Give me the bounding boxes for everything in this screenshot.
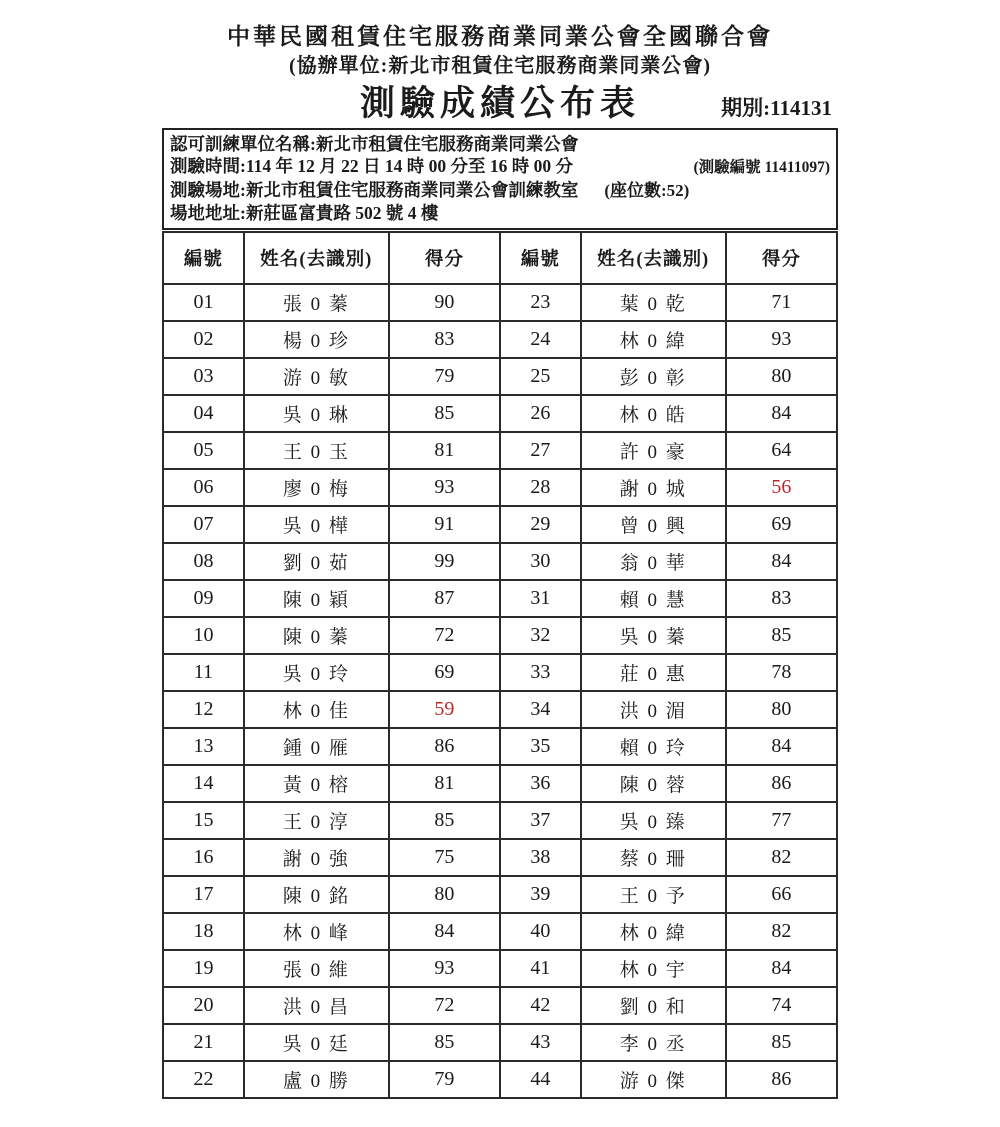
table-row xyxy=(163,580,837,617)
score-cell: 85 xyxy=(389,395,500,432)
seat-number-cell: 07 xyxy=(163,506,244,543)
seat-number-cell: 25 xyxy=(500,358,581,395)
candidate-name-cell: 林 0 宇 xyxy=(581,950,726,987)
candidate-name-cell: 吳 0 玲 xyxy=(244,654,389,691)
training-unit-text: 認可訓練單位名稱:新北市租賃住宅服務商業同業公會 xyxy=(170,134,579,154)
seat-count-note: (座位數:52) xyxy=(604,181,690,200)
table-row xyxy=(163,691,837,728)
seat-number-cell: 23 xyxy=(500,284,581,321)
score-cell: 82 xyxy=(726,913,837,950)
seat-number-cell: 38 xyxy=(500,839,581,876)
seat-number-cell: 32 xyxy=(500,617,581,654)
table-row xyxy=(163,728,837,765)
table-row xyxy=(163,1061,837,1098)
info-line-exam-time xyxy=(170,155,830,179)
score-cell: 85 xyxy=(726,1024,837,1061)
exam-number-note: (測驗編號 11411097) xyxy=(693,159,830,176)
seat-number-cell: 42 xyxy=(500,987,581,1024)
score-cell: 80 xyxy=(726,691,837,728)
seat-number-cell: 16 xyxy=(163,839,244,876)
candidate-name-cell: 楊 0 珍 xyxy=(244,321,389,358)
candidate-name-cell: 林 0 峰 xyxy=(244,913,389,950)
table-row xyxy=(163,432,837,469)
score-cell: 80 xyxy=(726,358,837,395)
candidate-name-cell: 謝 0 強 xyxy=(244,839,389,876)
seat-number-cell: 35 xyxy=(500,728,581,765)
table-row xyxy=(163,913,837,950)
seat-number-cell: 34 xyxy=(500,691,581,728)
table-row xyxy=(163,321,837,358)
candidate-name-cell: 吳 0 琳 xyxy=(244,395,389,432)
score-cell: 56 xyxy=(726,469,837,506)
candidate-name-cell: 鍾 0 雁 xyxy=(244,728,389,765)
seat-number-cell: 01 xyxy=(163,284,244,321)
score-cell: 64 xyxy=(726,432,837,469)
candidate-name-cell: 游 0 敏 xyxy=(244,358,389,395)
seat-number-cell: 18 xyxy=(163,913,244,950)
candidate-name-cell: 彭 0 彰 xyxy=(581,358,726,395)
seat-number-cell: 27 xyxy=(500,432,581,469)
seat-number-cell: 09 xyxy=(163,580,244,617)
score-cell: 59 xyxy=(389,691,500,728)
co-organizer-line: (協辦單位:新北市租賃住宅服務商業同業公會) xyxy=(289,55,711,77)
candidate-name-cell: 游 0 傑 xyxy=(581,1061,726,1098)
candidate-name-cell: 劉 0 和 xyxy=(581,987,726,1024)
score-cell: 84 xyxy=(726,395,837,432)
candidate-name-cell: 王 0 淳 xyxy=(244,802,389,839)
candidate-name-cell: 吳 0 臻 xyxy=(581,802,726,839)
score-cell: 72 xyxy=(389,987,500,1024)
score-cell: 85 xyxy=(389,802,500,839)
seat-number-cell: 22 xyxy=(163,1061,244,1098)
score-cell: 84 xyxy=(726,728,837,765)
score-cell: 84 xyxy=(726,950,837,987)
candidate-name-cell: 陳 0 穎 xyxy=(244,580,389,617)
candidate-name-cell: 葉 0 乾 xyxy=(581,284,726,321)
table-row xyxy=(163,876,837,913)
candidate-name-cell: 賴 0 玲 xyxy=(581,728,726,765)
candidate-name-cell: 蔡 0 珊 xyxy=(581,839,726,876)
table-row xyxy=(163,654,837,691)
score-cell: 86 xyxy=(726,1061,837,1098)
score-cell: 77 xyxy=(726,802,837,839)
candidate-name-cell: 吳 0 廷 xyxy=(244,1024,389,1061)
seat-number-cell: 08 xyxy=(163,543,244,580)
score-cell: 91 xyxy=(389,506,500,543)
seat-number-cell: 15 xyxy=(163,802,244,839)
table-row xyxy=(163,1024,837,1061)
score-cell: 78 xyxy=(726,654,837,691)
table-row xyxy=(163,987,837,1024)
score-cell: 93 xyxy=(389,950,500,987)
score-cell: 90 xyxy=(389,284,500,321)
seat-number-cell: 43 xyxy=(500,1024,581,1061)
candidate-name-cell: 翁 0 華 xyxy=(581,543,726,580)
score-cell: 81 xyxy=(389,432,500,469)
score-cell: 66 xyxy=(726,876,837,913)
candidate-name-cell: 盧 0 勝 xyxy=(244,1061,389,1098)
exam-info-box xyxy=(162,128,838,230)
seat-number-cell: 28 xyxy=(500,469,581,506)
table-row xyxy=(163,765,837,802)
score-cell: 69 xyxy=(389,654,500,691)
title-row xyxy=(162,82,838,126)
col-header-score: 得分 xyxy=(389,232,500,284)
period-label: 期別:114131 xyxy=(721,96,832,120)
score-cell: 80 xyxy=(389,876,500,913)
table-row xyxy=(163,617,837,654)
score-cell: 83 xyxy=(389,321,500,358)
col-header-number: 編號 xyxy=(163,232,244,284)
page-title: 測驗成績公布表 xyxy=(359,84,640,123)
seat-number-cell: 05 xyxy=(163,432,244,469)
info-line-exam-venue xyxy=(170,179,830,202)
score-cell: 81 xyxy=(389,765,500,802)
seat-number-cell: 33 xyxy=(500,654,581,691)
table-row xyxy=(163,506,837,543)
table-row xyxy=(163,950,837,987)
table-row xyxy=(163,802,837,839)
organization-title: 中華民國租賃住宅服務商業同業公會全國聯合會 xyxy=(227,24,773,49)
score-cell: 85 xyxy=(726,617,837,654)
candidate-name-cell: 莊 0 惠 xyxy=(581,654,726,691)
candidate-name-cell: 林 0 緯 xyxy=(581,913,726,950)
candidate-name-cell: 王 0 予 xyxy=(581,876,726,913)
table-row xyxy=(163,395,837,432)
seat-number-cell: 44 xyxy=(500,1061,581,1098)
score-table xyxy=(162,231,838,1099)
seat-number-cell: 41 xyxy=(500,950,581,987)
table-row xyxy=(163,284,837,321)
col-header-name: 姓名(去識別) xyxy=(244,232,389,284)
info-line-venue-address xyxy=(170,202,830,224)
candidate-name-cell: 張 0 蓁 xyxy=(244,284,389,321)
seat-number-cell: 06 xyxy=(163,469,244,506)
table-row xyxy=(163,543,837,580)
seat-number-cell: 31 xyxy=(500,580,581,617)
score-cell: 75 xyxy=(389,839,500,876)
score-cell: 84 xyxy=(389,913,500,950)
score-cell: 74 xyxy=(726,987,837,1024)
candidate-name-cell: 劉 0 茹 xyxy=(244,543,389,580)
candidate-name-cell: 吳 0 蓁 xyxy=(581,617,726,654)
score-cell: 85 xyxy=(389,1024,500,1061)
col-header-score: 得分 xyxy=(726,232,837,284)
exam-venue-text: 測驗場地:新北市租賃住宅服務商業同業公會訓練教室 xyxy=(170,180,579,200)
score-cell: 87 xyxy=(389,580,500,617)
candidate-name-cell: 謝 0 城 xyxy=(581,469,726,506)
seat-number-cell: 03 xyxy=(163,358,244,395)
seat-number-cell: 20 xyxy=(163,987,244,1024)
score-cell: 93 xyxy=(726,321,837,358)
candidate-name-cell: 吳 0 樺 xyxy=(244,506,389,543)
candidate-name-cell: 許 0 豪 xyxy=(581,432,726,469)
candidate-name-cell: 張 0 維 xyxy=(244,950,389,987)
seat-number-cell: 12 xyxy=(163,691,244,728)
seat-number-cell: 17 xyxy=(163,876,244,913)
col-header-name: 姓名(去識別) xyxy=(581,232,726,284)
candidate-name-cell: 王 0 玉 xyxy=(244,432,389,469)
seat-number-cell: 29 xyxy=(500,506,581,543)
score-cell: 83 xyxy=(726,580,837,617)
candidate-name-cell: 林 0 皓 xyxy=(581,395,726,432)
seat-number-cell: 40 xyxy=(500,913,581,950)
candidate-name-cell: 林 0 佳 xyxy=(244,691,389,728)
table-body xyxy=(163,284,837,1098)
seat-number-cell: 14 xyxy=(163,765,244,802)
seat-number-cell: 13 xyxy=(163,728,244,765)
candidate-name-cell: 陳 0 蓉 xyxy=(581,765,726,802)
seat-number-cell: 02 xyxy=(163,321,244,358)
score-cell: 79 xyxy=(389,358,500,395)
seat-number-cell: 10 xyxy=(163,617,244,654)
candidate-name-cell: 林 0 緯 xyxy=(581,321,726,358)
score-cell: 72 xyxy=(389,617,500,654)
seat-number-cell: 19 xyxy=(163,950,244,987)
score-cell: 69 xyxy=(726,506,837,543)
seat-number-cell: 24 xyxy=(500,321,581,358)
seat-number-cell: 26 xyxy=(500,395,581,432)
candidate-name-cell: 曾 0 興 xyxy=(581,506,726,543)
score-cell: 93 xyxy=(389,469,500,506)
score-cell: 71 xyxy=(726,284,837,321)
seat-number-cell: 04 xyxy=(163,395,244,432)
score-cell: 79 xyxy=(389,1061,500,1098)
table-row xyxy=(163,358,837,395)
info-line-training-unit xyxy=(170,133,830,155)
table-row xyxy=(163,839,837,876)
seat-number-cell: 39 xyxy=(500,876,581,913)
candidate-name-cell: 賴 0 慧 xyxy=(581,580,726,617)
exam-time-text: 測驗時間:114 年 12 月 22 日 14 時 00 分至 16 時 00 分 xyxy=(170,156,573,176)
document-header xyxy=(0,0,1000,126)
candidate-name-cell: 洪 0 湄 xyxy=(581,691,726,728)
candidate-name-cell: 洪 0 昌 xyxy=(244,987,389,1024)
candidate-name-cell: 黃 0 榕 xyxy=(244,765,389,802)
score-cell: 84 xyxy=(726,543,837,580)
seat-number-cell: 36 xyxy=(500,765,581,802)
table-header-row xyxy=(163,232,837,284)
seat-number-cell: 11 xyxy=(163,654,244,691)
candidate-name-cell: 陳 0 銘 xyxy=(244,876,389,913)
venue-address-text: 場地地址:新莊區富貴路 502 號 4 樓 xyxy=(170,203,439,223)
score-cell: 86 xyxy=(726,765,837,802)
candidate-name-cell: 陳 0 蓁 xyxy=(244,617,389,654)
col-header-number: 編號 xyxy=(500,232,581,284)
score-cell: 82 xyxy=(726,839,837,876)
seat-number-cell: 37 xyxy=(500,802,581,839)
candidate-name-cell: 廖 0 梅 xyxy=(244,469,389,506)
table-row xyxy=(163,469,837,506)
seat-number-cell: 21 xyxy=(163,1024,244,1061)
score-cell: 86 xyxy=(389,728,500,765)
seat-number-cell: 30 xyxy=(500,543,581,580)
score-cell: 99 xyxy=(389,543,500,580)
candidate-name-cell: 李 0 丞 xyxy=(581,1024,726,1061)
